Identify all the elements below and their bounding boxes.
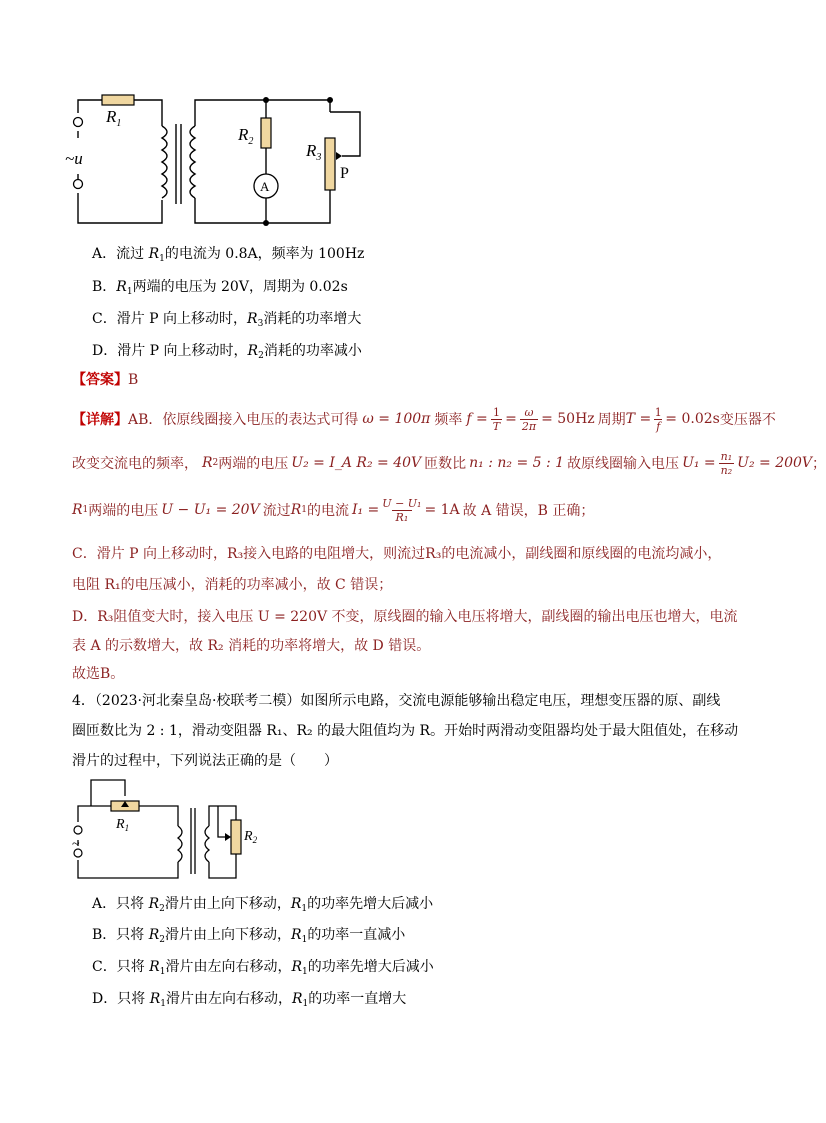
svg-text:R1 bbox=[115, 817, 129, 833]
detail-line-1: 【详解】 AB．依原线圈接入电压的表达式可得 ω = 100π 频率 f = $\frac{1}{T}$ = $\frac{\omega}{2\pi}$ = 50Hz 周期 T = $\frac{1}{f}$ = 0.02s 变压器不 bbox=[72, 405, 776, 433]
svg-text:R3 bbox=[305, 141, 321, 163]
answer-label: 【答案】 bbox=[72, 372, 128, 388]
q4-stem-line-2: 圈匝数比为 2 : 1，滑动变阻器 R₁、R₂ 的最大阻值均为 R。开始时两滑动变阻器均处于最大阻值处，在移动 bbox=[72, 723, 739, 739]
q4-stem-line-3: 滑片的过程中，下列说法正确的是（ ） bbox=[72, 753, 338, 769]
fig1-source-label: ~u bbox=[65, 149, 83, 168]
svg-text:R1 bbox=[105, 107, 121, 129]
fig1-r3-sub: 3 bbox=[316, 152, 322, 163]
svg-text:R2 bbox=[237, 125, 253, 147]
answer-line bbox=[72, 369, 138, 389]
svg-text:R2 bbox=[243, 829, 258, 845]
q3-option-c: C．滑片 P 向上移动时，$R_3$消耗的功率增大 bbox=[92, 311, 362, 329]
circuit-figure-2 bbox=[66, 774, 276, 886]
circuit-figure-1 bbox=[60, 88, 380, 233]
detail-d-line-2: 表 A 的示数增大，故 R₂ 消耗的功率将增大，故 D 错误。 bbox=[72, 638, 431, 654]
detail-line-3: R 1 两端的电压 U − U₁ = 20V 流过 R 1 的电流 I₁ = $\frac{\text{U − U₁}}{\text{R₁}}$ = 1A 故 A 错误，B 正确； bbox=[72, 496, 595, 524]
fig1-r1-sub: 1 bbox=[116, 118, 122, 129]
q4-option-d: D．只将 $R_1$滑片由左向右移动，$R_1$的功率一直增大 bbox=[92, 991, 407, 1009]
detail-c-line-1: C．滑片 P 向上移动时，R₃接入电路的电阻增大，则流过R₃的电流减小，副线圈和原线圈的电流均减小， bbox=[72, 546, 722, 562]
fig1-r2-label: R bbox=[238, 125, 249, 144]
fig1-slider-label: P bbox=[340, 165, 349, 182]
q4-stem-line-1: 4．（2023·河北秦皇岛·校联考二模）如图所示电路，交流电源能够输出稳定电压，理想变压器的原、副线 bbox=[72, 693, 721, 709]
q3-option-d: D．滑片 P 向上移动时，$R_2$消耗的功率减小 bbox=[92, 343, 362, 361]
detail-line-2: 改变交流电的频率， R 2 两端的电压 U₂ = I_A R₂ = 40V 匝数比 n₁ : n₂ = 5 : 1 故原线圈输入电压 U₁ = $\frac{\text{n₁}}{\text{n₂}}$ U₂ = 200V ； bbox=[72, 449, 826, 477]
detail-label: 【详解】 bbox=[72, 412, 128, 428]
fig1-ammeter-label: A bbox=[260, 179, 270, 194]
q4-option-a: A．只将 $R_2$滑片由上向下移动，$R_1$的功率先增大后减小 bbox=[92, 896, 434, 914]
fig2-r1-label: R bbox=[116, 817, 125, 832]
q3-option-a: A．流过 $R_1$的电流为 0.8A，频率为 100Hz bbox=[92, 246, 365, 264]
q4-option-b: B．只将 $R_2$滑片由上向下移动，$R_1$的功率一直减小 bbox=[92, 927, 406, 945]
detail-conclusion: 故选B。 bbox=[72, 666, 125, 682]
fig1-r3-label: R bbox=[306, 141, 317, 160]
fig1-r1-label: R bbox=[106, 107, 117, 126]
detail-d-line-1: D．R₃阻值变大时，接入电压 U = 220V 不变，原线圈的输入电压将增大，副线圈的输出电压也增大，电流 bbox=[72, 609, 738, 625]
fig1-r2-sub: 2 bbox=[248, 136, 254, 147]
detail-c-line-2: 电阻 R₁的电压减小，消耗的功率减小，故 C 错误； bbox=[72, 577, 393, 593]
answer-value: B bbox=[128, 372, 139, 388]
fig2-source-label: ~ bbox=[72, 837, 80, 852]
fig2-r2-sub: 2 bbox=[252, 835, 258, 845]
fig2-r2-label: R bbox=[244, 829, 253, 844]
q4-option-c: C．只将 $R_1$滑片由左向右移动，$R_1$的功率先增大后减小 bbox=[92, 959, 434, 977]
fig2-r1-sub: 1 bbox=[124, 823, 130, 833]
q3-option-b: B．$R_1$两端的电压为 20V，周期为 0.02s bbox=[92, 279, 348, 297]
